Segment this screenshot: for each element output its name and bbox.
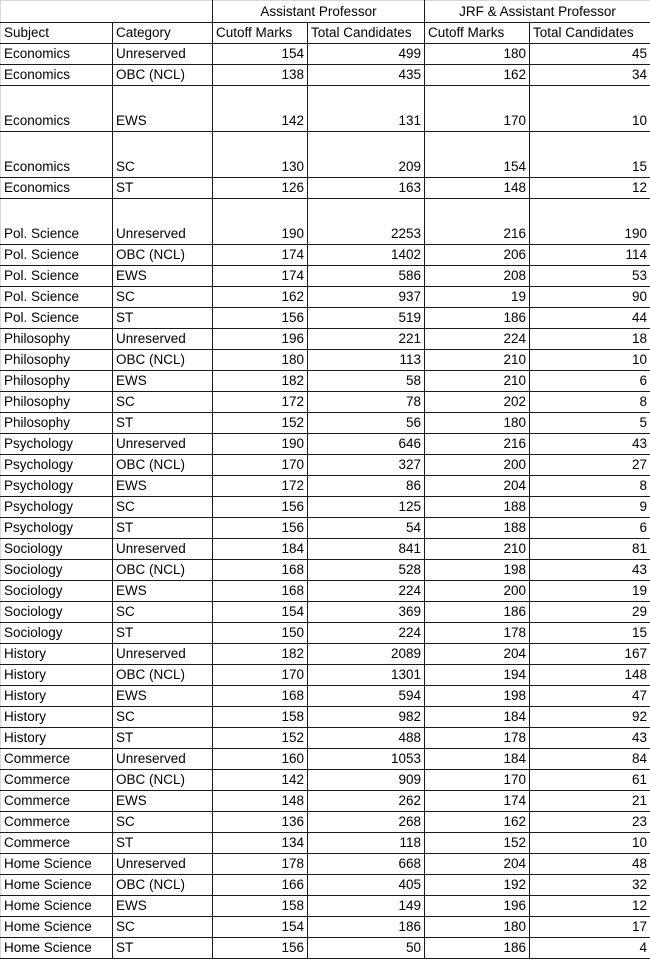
cell-category: OBC (NCL): [113, 875, 213, 896]
cell-subject: Commerce: [1, 749, 113, 770]
cell-ap-total: 86: [308, 476, 425, 497]
table-row: [1, 812, 650, 833]
table-row: [1, 44, 650, 65]
cell-subject: Sociology: [1, 581, 113, 602]
cell-subject: Philosophy: [1, 392, 113, 413]
cell-jrf-cutoff: 186: [425, 602, 530, 623]
cell-ap-total: 224: [308, 581, 425, 602]
cell-category: ST: [113, 728, 213, 749]
cell-category: OBC (NCL): [113, 665, 213, 686]
table-row: [1, 581, 650, 602]
cell-jrf-total: 23: [530, 812, 650, 833]
cell-subject: Psychology: [1, 518, 113, 539]
cell-ap-cutoff: 168: [213, 581, 308, 602]
cell-jrf-cutoff: 204: [425, 476, 530, 497]
cell-jrf-total: 92: [530, 707, 650, 728]
cell-subject: Psychology: [1, 434, 113, 455]
cell-category: SC: [113, 917, 213, 938]
cell-ap-cutoff: 170: [213, 665, 308, 686]
cell-subject: Economics: [1, 86, 113, 132]
table-row: [1, 896, 650, 917]
table-row: [1, 65, 650, 86]
cell-jrf-cutoff: 178: [425, 623, 530, 644]
cell-jrf-total: 12: [530, 896, 650, 917]
cell-ap-cutoff: 172: [213, 476, 308, 497]
cell-jrf-cutoff: 200: [425, 455, 530, 476]
cell-ap-total: 937: [308, 287, 425, 308]
cell-ap-cutoff: 156: [213, 308, 308, 329]
group-header-assistant-professor: Assistant Professor: [213, 1, 425, 23]
cell-ap-total: 54: [308, 518, 425, 539]
table-row: [1, 434, 650, 455]
cell-jrf-cutoff: 184: [425, 749, 530, 770]
cell-ap-total: 149: [308, 896, 425, 917]
cell-jrf-cutoff: 204: [425, 644, 530, 665]
cell-ap-total: 224: [308, 623, 425, 644]
cell-subject: Home Science: [1, 875, 113, 896]
cell-jrf-total: 61: [530, 770, 650, 791]
cell-ap-total: 56: [308, 413, 425, 434]
cell-ap-cutoff: 182: [213, 371, 308, 392]
table-row: [1, 287, 650, 308]
cell-ap-total: 327: [308, 455, 425, 476]
table-row: [1, 266, 650, 287]
table-row: [1, 308, 650, 329]
cell-jrf-cutoff: 148: [425, 178, 530, 199]
table-row: [1, 497, 650, 518]
cell-jrf-cutoff: 196: [425, 896, 530, 917]
cell-ap-total: 982: [308, 707, 425, 728]
cell-ap-cutoff: 130: [213, 132, 308, 178]
cell-subject: Economics: [1, 65, 113, 86]
cell-ap-total: 668: [308, 854, 425, 875]
cell-ap-cutoff: 154: [213, 917, 308, 938]
cell-ap-total: 125: [308, 497, 425, 518]
cell-ap-cutoff: 162: [213, 287, 308, 308]
cell-subject: Psychology: [1, 476, 113, 497]
table-row: [1, 350, 650, 371]
cell-subject: Commerce: [1, 812, 113, 833]
cell-ap-total: 78: [308, 392, 425, 413]
cell-ap-cutoff: 190: [213, 434, 308, 455]
cell-subject: Home Science: [1, 854, 113, 875]
cell-subject: Pol. Science: [1, 199, 113, 245]
cell-ap-total: 113: [308, 350, 425, 371]
cell-jrf-total: 10: [530, 350, 650, 371]
cell-category: SC: [113, 132, 213, 178]
cell-subject: Philosophy: [1, 371, 113, 392]
cell-subject: History: [1, 644, 113, 665]
cell-ap-total: 221: [308, 329, 425, 350]
cell-ap-cutoff: 142: [213, 770, 308, 791]
cell-subject: Sociology: [1, 539, 113, 560]
group-header-row: [1, 1, 650, 23]
cell-subject: Economics: [1, 132, 113, 178]
cell-jrf-cutoff: 202: [425, 392, 530, 413]
table-row: [1, 539, 650, 560]
cell-subject: Sociology: [1, 560, 113, 581]
table-row: [1, 199, 650, 245]
cell-jrf-cutoff: 154: [425, 132, 530, 178]
cell-ap-cutoff: 174: [213, 245, 308, 266]
table-row: [1, 917, 650, 938]
column-header-ap-cutoff: Cutoff Marks: [213, 23, 308, 44]
cell-ap-cutoff: 142: [213, 86, 308, 132]
cell-category: SC: [113, 707, 213, 728]
cell-category: OBC (NCL): [113, 65, 213, 86]
cell-jrf-cutoff: 210: [425, 350, 530, 371]
cell-subject: Psychology: [1, 497, 113, 518]
cell-jrf-cutoff: 216: [425, 199, 530, 245]
cell-category: EWS: [113, 791, 213, 812]
cell-subject: History: [1, 707, 113, 728]
cell-category: SC: [113, 812, 213, 833]
table-row: [1, 623, 650, 644]
cell-category: Unreserved: [113, 749, 213, 770]
cell-jrf-total: 167: [530, 644, 650, 665]
cell-ap-cutoff: 136: [213, 812, 308, 833]
cell-subject: Home Science: [1, 896, 113, 917]
cell-ap-total: 405: [308, 875, 425, 896]
cell-ap-cutoff: 168: [213, 686, 308, 707]
table-row: [1, 329, 650, 350]
table-row: [1, 707, 650, 728]
cell-category: Unreserved: [113, 854, 213, 875]
cell-category: EWS: [113, 476, 213, 497]
cell-ap-cutoff: 156: [213, 518, 308, 539]
cell-ap-total: 646: [308, 434, 425, 455]
cell-category: EWS: [113, 371, 213, 392]
cell-jrf-total: 8: [530, 476, 650, 497]
cell-jrf-cutoff: 200: [425, 581, 530, 602]
cell-ap-total: 118: [308, 833, 425, 854]
cell-jrf-cutoff: 210: [425, 371, 530, 392]
cell-category: OBC (NCL): [113, 350, 213, 371]
cell-jrf-total: 15: [530, 132, 650, 178]
cell-jrf-cutoff: 216: [425, 434, 530, 455]
cell-ap-cutoff: 172: [213, 392, 308, 413]
cell-category: Unreserved: [113, 644, 213, 665]
cell-ap-cutoff: 154: [213, 44, 308, 65]
cell-ap-total: 594: [308, 686, 425, 707]
table-row: [1, 518, 650, 539]
table-body: [1, 44, 650, 959]
table-row: [1, 875, 650, 896]
cell-jrf-total: 43: [530, 560, 650, 581]
cell-jrf-cutoff: 19: [425, 287, 530, 308]
cell-jrf-total: 4: [530, 938, 650, 959]
cell-subject: Home Science: [1, 938, 113, 959]
cell-jrf-total: 21: [530, 791, 650, 812]
cell-ap-cutoff: 184: [213, 539, 308, 560]
cell-category: ST: [113, 308, 213, 329]
cell-jrf-total: 34: [530, 65, 650, 86]
cell-jrf-total: 43: [530, 434, 650, 455]
cell-subject: Philosophy: [1, 350, 113, 371]
table-row: [1, 178, 650, 199]
cell-category: Unreserved: [113, 44, 213, 65]
cell-jrf-total: 84: [530, 749, 650, 770]
cell-ap-cutoff: 134: [213, 833, 308, 854]
cell-subject: Commerce: [1, 833, 113, 854]
table-row: [1, 644, 650, 665]
cell-jrf-cutoff: 210: [425, 539, 530, 560]
cell-ap-cutoff: 158: [213, 707, 308, 728]
cell-jrf-cutoff: 170: [425, 770, 530, 791]
cell-jrf-total: 32: [530, 875, 650, 896]
cell-jrf-total: 29: [530, 602, 650, 623]
table-row: [1, 245, 650, 266]
cell-jrf-total: 53: [530, 266, 650, 287]
cell-ap-cutoff: 166: [213, 875, 308, 896]
cell-ap-cutoff: 178: [213, 854, 308, 875]
cell-ap-total: 586: [308, 266, 425, 287]
column-header-row: [1, 23, 650, 44]
cell-subject: Pol. Science: [1, 245, 113, 266]
cell-ap-total: 909: [308, 770, 425, 791]
cell-ap-cutoff: 152: [213, 413, 308, 434]
cell-subject: Commerce: [1, 791, 113, 812]
cell-jrf-total: 5: [530, 413, 650, 434]
table-row: [1, 686, 650, 707]
cell-category: SC: [113, 497, 213, 518]
cell-subject: Pol. Science: [1, 287, 113, 308]
cell-jrf-cutoff: 198: [425, 560, 530, 581]
cell-category: EWS: [113, 581, 213, 602]
cell-ap-total: 841: [308, 539, 425, 560]
cell-jrf-total: 15: [530, 623, 650, 644]
table-row: [1, 476, 650, 497]
cell-category: SC: [113, 287, 213, 308]
cell-ap-total: 528: [308, 560, 425, 581]
cell-subject: Philosophy: [1, 329, 113, 350]
cell-ap-total: 209: [308, 132, 425, 178]
table-row: [1, 132, 650, 178]
cell-ap-cutoff: 196: [213, 329, 308, 350]
cell-jrf-cutoff: 180: [425, 917, 530, 938]
cell-ap-total: 50: [308, 938, 425, 959]
table-row: [1, 791, 650, 812]
table-row: [1, 413, 650, 434]
cell-ap-total: 519: [308, 308, 425, 329]
cell-jrf-cutoff: 208: [425, 266, 530, 287]
cell-jrf-cutoff: 184: [425, 707, 530, 728]
cell-jrf-cutoff: 174: [425, 791, 530, 812]
cell-jrf-total: 6: [530, 518, 650, 539]
group-header-blank: [1, 1, 213, 23]
cell-jrf-total: 45: [530, 44, 650, 65]
cell-ap-cutoff: 150: [213, 623, 308, 644]
cell-jrf-total: 6: [530, 371, 650, 392]
cell-ap-total: 369: [308, 602, 425, 623]
cell-jrf-total: 48: [530, 854, 650, 875]
column-header-jrf-total: Total Candidates: [530, 23, 650, 44]
cell-jrf-total: 81: [530, 539, 650, 560]
cell-category: OBC (NCL): [113, 455, 213, 476]
cell-ap-total: 262: [308, 791, 425, 812]
cell-jrf-cutoff: 188: [425, 497, 530, 518]
cell-category: EWS: [113, 686, 213, 707]
cell-ap-cutoff: 156: [213, 497, 308, 518]
cell-jrf-cutoff: 192: [425, 875, 530, 896]
cell-subject: Sociology: [1, 623, 113, 644]
cell-jrf-cutoff: 206: [425, 245, 530, 266]
cell-ap-cutoff: 180: [213, 350, 308, 371]
cell-ap-total: 131: [308, 86, 425, 132]
cell-category: ST: [113, 413, 213, 434]
cell-jrf-total: 44: [530, 308, 650, 329]
cell-ap-cutoff: 126: [213, 178, 308, 199]
cell-jrf-cutoff: 198: [425, 686, 530, 707]
cell-jrf-total: 47: [530, 686, 650, 707]
cell-jrf-cutoff: 186: [425, 308, 530, 329]
cell-jrf-total: 114: [530, 245, 650, 266]
table-row: [1, 86, 650, 132]
cell-subject: Commerce: [1, 770, 113, 791]
cell-category: Unreserved: [113, 199, 213, 245]
cell-jrf-total: 10: [530, 833, 650, 854]
cell-category: Unreserved: [113, 434, 213, 455]
cell-jrf-total: 17: [530, 917, 650, 938]
cell-ap-total: 2089: [308, 644, 425, 665]
cell-subject: Pol. Science: [1, 266, 113, 287]
cell-ap-cutoff: 168: [213, 560, 308, 581]
cell-jrf-cutoff: 194: [425, 665, 530, 686]
cell-category: ST: [113, 623, 213, 644]
cell-jrf-cutoff: 180: [425, 413, 530, 434]
cell-jrf-cutoff: 162: [425, 812, 530, 833]
cell-jrf-total: 27: [530, 455, 650, 476]
cell-ap-cutoff: 190: [213, 199, 308, 245]
cell-jrf-cutoff: 178: [425, 728, 530, 749]
cell-subject: History: [1, 686, 113, 707]
cell-jrf-total: 19: [530, 581, 650, 602]
column-header-ap-total: Total Candidates: [308, 23, 425, 44]
cell-category: OBC (NCL): [113, 560, 213, 581]
cell-ap-cutoff: 156: [213, 938, 308, 959]
cell-subject: Philosophy: [1, 413, 113, 434]
cell-ap-cutoff: 182: [213, 644, 308, 665]
cell-jrf-cutoff: 224: [425, 329, 530, 350]
table-row: [1, 665, 650, 686]
cell-jrf-total: 43: [530, 728, 650, 749]
cell-ap-cutoff: 160: [213, 749, 308, 770]
cell-jrf-cutoff: 186: [425, 938, 530, 959]
cell-ap-total: 58: [308, 371, 425, 392]
table-row: [1, 602, 650, 623]
cell-ap-cutoff: 148: [213, 791, 308, 812]
cell-ap-cutoff: 152: [213, 728, 308, 749]
cell-subject: History: [1, 728, 113, 749]
cell-jrf-cutoff: 170: [425, 86, 530, 132]
cell-ap-total: 488: [308, 728, 425, 749]
table-row: [1, 938, 650, 959]
table-row: [1, 728, 650, 749]
column-header-jrf-cutoff: Cutoff Marks: [425, 23, 530, 44]
cell-ap-total: 2253: [308, 199, 425, 245]
column-header-subject: Subject: [1, 23, 113, 44]
cell-category: ST: [113, 938, 213, 959]
cell-category: ST: [113, 833, 213, 854]
cell-jrf-total: 90: [530, 287, 650, 308]
table-row: [1, 749, 650, 770]
cell-ap-total: 499: [308, 44, 425, 65]
cell-jrf-total: 10: [530, 86, 650, 132]
cell-jrf-total: 9: [530, 497, 650, 518]
table-row: [1, 371, 650, 392]
cell-subject: Psychology: [1, 455, 113, 476]
cell-ap-total: 1301: [308, 665, 425, 686]
cell-ap-cutoff: 138: [213, 65, 308, 86]
cell-subject: Home Science: [1, 917, 113, 938]
table-row: [1, 392, 650, 413]
cell-category: EWS: [113, 896, 213, 917]
table-row: [1, 455, 650, 476]
column-header-category: Category: [113, 23, 213, 44]
cell-ap-total: 1053: [308, 749, 425, 770]
table-row: [1, 833, 650, 854]
cell-category: SC: [113, 602, 213, 623]
cell-jrf-total: 8: [530, 392, 650, 413]
cell-subject: Pol. Science: [1, 308, 113, 329]
cell-ap-total: 1402: [308, 245, 425, 266]
cell-jrf-cutoff: 204: [425, 854, 530, 875]
cell-ap-total: 268: [308, 812, 425, 833]
cell-category: OBC (NCL): [113, 245, 213, 266]
cell-category: EWS: [113, 86, 213, 132]
table-row: [1, 770, 650, 791]
cell-jrf-total: 18: [530, 329, 650, 350]
table-row: [1, 560, 650, 581]
cell-ap-cutoff: 154: [213, 602, 308, 623]
cell-category: Unreserved: [113, 539, 213, 560]
cell-subject: Economics: [1, 44, 113, 65]
cell-subject: History: [1, 665, 113, 686]
group-header-jrf-assistant-professor: JRF & Assistant Professor: [425, 1, 650, 23]
cell-ap-total: 163: [308, 178, 425, 199]
cell-jrf-total: 12: [530, 178, 650, 199]
cell-category: SC: [113, 392, 213, 413]
cell-ap-cutoff: 158: [213, 896, 308, 917]
cell-ap-total: 435: [308, 65, 425, 86]
cell-jrf-cutoff: 152: [425, 833, 530, 854]
cell-jrf-total: 190: [530, 199, 650, 245]
cell-category: OBC (NCL): [113, 770, 213, 791]
cell-category: ST: [113, 178, 213, 199]
cell-ap-cutoff: 174: [213, 266, 308, 287]
cell-jrf-cutoff: 162: [425, 65, 530, 86]
cell-ap-cutoff: 170: [213, 455, 308, 476]
cell-category: EWS: [113, 266, 213, 287]
cell-jrf-cutoff: 180: [425, 44, 530, 65]
cell-category: Unreserved: [113, 329, 213, 350]
cell-subject: Sociology: [1, 602, 113, 623]
cell-subject: Economics: [1, 178, 113, 199]
cell-jrf-cutoff: 188: [425, 518, 530, 539]
cell-ap-total: 186: [308, 917, 425, 938]
table-row: [1, 854, 650, 875]
cell-jrf-total: 148: [530, 665, 650, 686]
cell-category: ST: [113, 518, 213, 539]
